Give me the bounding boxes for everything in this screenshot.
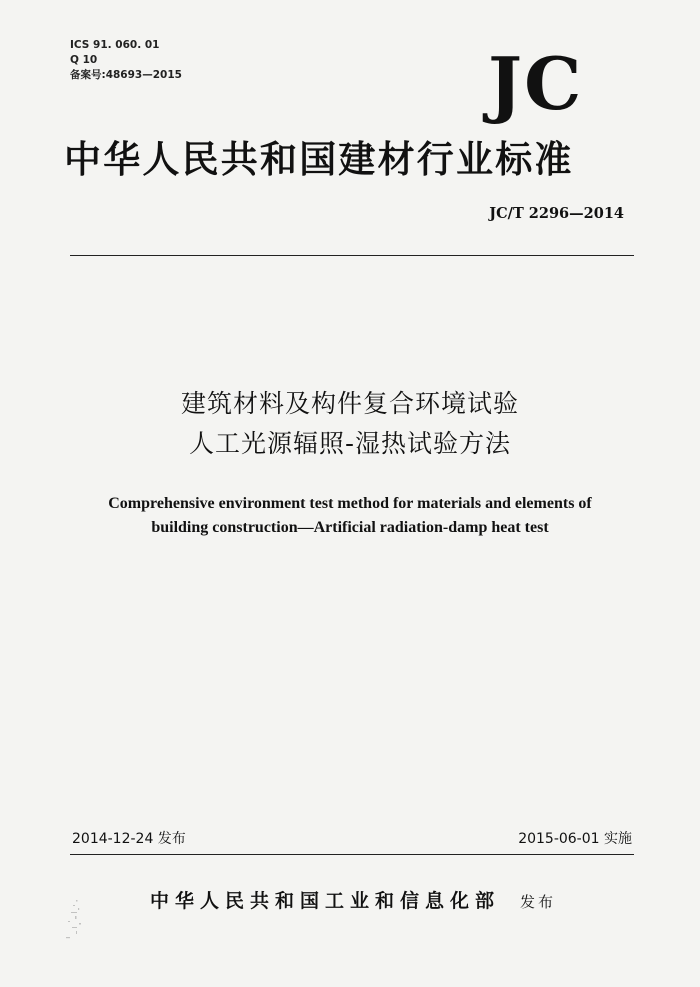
chinese-title	[0, 384, 700, 464]
publisher-name: 中华人民共和国工业和信息化部	[150, 890, 501, 912]
english-title-line-1: Comprehensive environment test method for materials and elements of	[108, 495, 592, 512]
classification-block	[70, 38, 182, 83]
ics-code: ICS 91. 060. 01	[70, 39, 160, 51]
jc-logo: JC	[488, 41, 584, 126]
english-title-line-2: building construction—Artificial radiation-damp heat test	[151, 519, 549, 536]
chinese-title-line-1: 建筑材料及构件复合环境试验	[180, 389, 519, 418]
publish-label: 发布	[520, 893, 557, 911]
date-row	[70, 828, 634, 850]
ccs-code: Q 10	[70, 54, 98, 66]
english-title	[0, 492, 700, 540]
filing-number: 备案号:48693—2015	[70, 69, 182, 81]
implementation-date: 2015-06-01 实施	[518, 831, 632, 847]
standard-category-title: 中华人民共和国建材行业标准	[64, 138, 574, 181]
faint-stamp-mark	[62, 896, 90, 944]
chinese-title-line-2: 人工光源辐照-湿热试验方法	[188, 429, 512, 458]
standard-number: JC/T 2296—2014	[489, 205, 624, 222]
issue-date: 2014-12-24 发布	[72, 831, 186, 847]
top-divider	[70, 255, 634, 256]
bottom-divider	[70, 854, 634, 855]
